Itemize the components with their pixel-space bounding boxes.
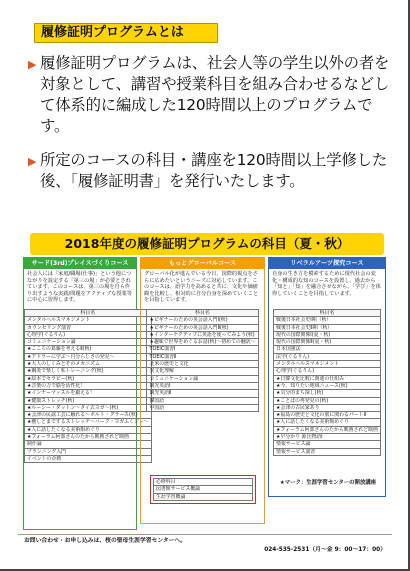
subject-name: 心理学(ぐるりん) (25, 331, 152, 338)
subject-name: ★気分的まち探し(秋) (274, 390, 381, 397)
subject-name: 制作論 (25, 441, 152, 448)
subject-name: 観光英語Ⅰ (147, 382, 258, 389)
contact-text: お問い合わせ・お申し込みは、桜の聖母生涯学習センターへ。 (24, 538, 187, 544)
subject-name: 中国語 (147, 404, 258, 411)
table-row (25, 419, 152, 426)
intro-text-2: 所定のコースの科目・講座を120時間以上学修した後、「履修証明書」を発行いたします。 (40, 151, 388, 190)
subject-name: プランニング入門 (25, 448, 152, 455)
subject-name: ★フォーラム阿部さんのたから映画されど映画 (274, 426, 381, 433)
subject-name: ★絵本でセラピー(秋) (25, 375, 152, 382)
subject-name: ★インターケクティブに英語を使ってみよう(秋) (147, 331, 258, 338)
table-row (147, 382, 258, 389)
intro-paragraph-2 (28, 150, 400, 192)
common-subject-row: 図書館サービス概論 (154, 486, 253, 493)
subject-name: ★今、知りたい地域ニュース(秋) (274, 382, 381, 389)
intro-text-1: 履修証明プログラムは、社会人等の学生以外の者を 対象として、講習や授業科目を組み合わせるなどして体系的に編成した120時間以上のプログラムです。 (40, 54, 390, 135)
subject-name: 戦後日本社会史Ⅱ期（秋） (274, 324, 381, 331)
table-row (274, 441, 381, 448)
subject-name: 北米の歴史と文化 (147, 361, 258, 368)
subject-table (146, 309, 258, 412)
table-row (147, 353, 258, 360)
table-row (274, 361, 381, 368)
course-title: もっとグローバルコース (141, 258, 264, 269)
subject-name: 異文化理解 (147, 368, 258, 375)
subject-name: 法学(ぐるりん) (274, 353, 381, 360)
course-title: リベラルアーツ探究コース (269, 258, 385, 269)
subject-name: 日本国憲法 (274, 346, 381, 353)
common-subjects-box (150, 475, 256, 504)
table-row (147, 324, 258, 331)
subject-name: ★人に話したくなる美術館めぐり (25, 426, 152, 433)
subject-name: コミュニケーション論 (147, 375, 258, 382)
table-row (274, 419, 381, 426)
subject-name: ★ビギナーのための英会話入門Ⅱ(秋) (147, 324, 258, 331)
table-header: 科目名 (147, 310, 258, 317)
table-header: 科目名 (25, 310, 152, 317)
table-row (274, 317, 381, 324)
subject-name: ★会津の古民家あり (274, 404, 381, 411)
subject-table (24, 309, 152, 463)
table-row (25, 412, 152, 419)
subject-name: ★早分かり 源氏物語Ⅰ (274, 434, 381, 441)
table-row (25, 441, 152, 448)
course-description: グローバル化が進んでいる今日、国際的視点をさらに広めたいというニーズに対応しています。このコースは、語学力を高めると共に、文化や価値観を比較し、相対的に自分自身を深めていくことを目指しています。 (144, 271, 259, 304)
subject-name: ★アドラーに学ぶ〜自分らしさの発見〜 (25, 353, 152, 360)
subject-name: メンタルヘルスマネジメント (274, 361, 381, 368)
table-row (147, 390, 258, 397)
subject-name: ★会津の民謡工芸に触れる〜ボルト・グラース(秋) (25, 412, 152, 419)
subject-name: 現代の国際関係Ⅱ(夏・秋) (274, 339, 381, 346)
course-column-3rd-place (23, 257, 149, 530)
subject-name: カウンセリング演習 (25, 324, 152, 331)
subject-name: 戦後日本社会史Ⅰ期（秋） (274, 317, 381, 324)
subject-rows (274, 317, 381, 456)
table-row (274, 353, 381, 360)
phone-text: 024-535-2531（月〜金 9：00〜17：00） (264, 547, 386, 553)
table-row (147, 339, 258, 346)
subject-rows (147, 317, 258, 412)
table-row (25, 353, 152, 360)
table-row (25, 382, 152, 389)
table-row (25, 426, 152, 433)
table-row (25, 397, 152, 404)
subject-name: ★福島の歴史と文化の旅に関わるパートⅡ (274, 412, 381, 419)
subject-name: ★趣味で世界をめぐるお話(秋)〜初めての翻訳〜 (147, 339, 258, 346)
subject-table (273, 309, 381, 456)
table-row (274, 390, 381, 397)
table-row (25, 361, 152, 368)
subject-name: ★ビギナーのための英会話入門Ⅰ(秋) (147, 317, 258, 324)
subject-name: 情報サービス演習 (274, 448, 381, 455)
subject-name: ★インナーマッスルを鍛える！ (25, 390, 152, 397)
table-row (25, 317, 152, 324)
subject-name: コミュニケーション論 (25, 339, 152, 346)
table-row (147, 375, 258, 382)
table-row (274, 412, 381, 419)
subject-name: ★日韓文化比較に関連の仕組み (274, 375, 381, 382)
course-description: 社会人には「家庭/職場(仕事)」という他につながりを設定する「第三の場」が必要とされています。このコースは、第三の場を自ら作り出すような実践/問題をアクティブな授業等に中心に習得します。 (27, 271, 132, 304)
table-row (274, 331, 381, 338)
table-header: 科目名 (274, 310, 381, 317)
table-row (147, 397, 258, 404)
bullet-triangle-icon: ▶ (28, 58, 37, 71)
subject-name: TOEIC演習Ⅱ (147, 353, 258, 360)
mark-note: ★マーク：生涯学習センターの開放講座 (279, 480, 377, 486)
subject-name: ★ルーシー・ダットン〜タイ式ヨガ〜(秋) (25, 404, 152, 411)
table-row (147, 361, 258, 368)
subject-name: ★鍼灸で楽しく私トレーニング(秋) (25, 368, 152, 375)
subject-name: ★人に話したくなる美術館めぐり (274, 419, 381, 426)
table-row (25, 324, 152, 331)
table-row (147, 346, 258, 353)
table-row (25, 375, 152, 382)
table-row (274, 375, 381, 382)
course-column-liberal-arts (268, 257, 386, 497)
subject-name: TOEIC演習Ⅰ (147, 346, 258, 353)
subject-name: ★ことばの再発見の(秋) (274, 397, 381, 404)
subject-name: ★癒しとまでするストレッチ〜バーク・ヨガふくジン〜 (25, 419, 152, 426)
table-row (25, 455, 152, 462)
table-row (274, 324, 381, 331)
section-title: 履修証明プログラムとは (34, 23, 218, 43)
table-row (147, 331, 258, 338)
table-row (147, 404, 258, 411)
course-title: サード(3rd)プレイスづくりコース (24, 258, 136, 269)
table-row (147, 317, 258, 324)
table-row (274, 346, 381, 353)
table-row (274, 448, 381, 455)
bullet-triangle-icon: ▶ (28, 155, 37, 168)
intro-paragraph-1 (28, 53, 400, 137)
table-row (274, 339, 381, 346)
subject-name: メンタルヘルスマネジメント (25, 317, 152, 324)
table-row (274, 426, 381, 433)
table-row (274, 368, 381, 375)
course-description: 自身の生き方を模索するために現代社会の変化・構成的な知のコースを設置し、過去から「知と」「知」を融合させながら、「学び」を体得していくことを目指しています。 (272, 271, 381, 297)
table-row (25, 346, 152, 353)
table-row (25, 331, 152, 338)
subject-name: ★健康ストレッチ(秋) (25, 397, 152, 404)
table-row (25, 368, 152, 375)
footer (18, 534, 392, 558)
subject-name: 現代の国際関係Ⅰ(夏・秋) (274, 331, 381, 338)
common-subjects-table (153, 478, 253, 501)
subject-name: ★音楽の力で脳を活性化！ (25, 382, 152, 389)
subject-name: ★大人のしくみとそのメカニズム (25, 361, 152, 368)
table-row (25, 390, 152, 397)
subject-name: 情報サービス論 (274, 441, 381, 448)
table-row (274, 404, 381, 411)
table-row (25, 339, 152, 346)
subject-name: 韓国語 (147, 397, 258, 404)
table-row (25, 404, 152, 411)
subject-name: 観光英語Ⅱ (147, 390, 258, 397)
subject-name: ★こころの葛藤を考えるⅡ(秋) (25, 346, 152, 353)
table-row (147, 368, 258, 375)
subject-rows (25, 317, 152, 463)
common-subject-row: 必修科目 (154, 479, 253, 486)
subject-name: イベントの企画 (25, 455, 152, 462)
table-row (274, 382, 381, 389)
table-row (25, 434, 152, 441)
common-subject-row: 生涯学習概論 (154, 493, 253, 500)
program-banner: 2018年度の履修証明プログラムの科目（夏・秋） (30, 233, 384, 255)
table-row (274, 434, 381, 441)
subject-name: ★フォーラム阿部さんのたから映画されど映画 (25, 434, 152, 441)
table-row (274, 397, 381, 404)
subject-name: 心理学(ぐるりん) (274, 368, 381, 375)
table-row (25, 448, 152, 455)
